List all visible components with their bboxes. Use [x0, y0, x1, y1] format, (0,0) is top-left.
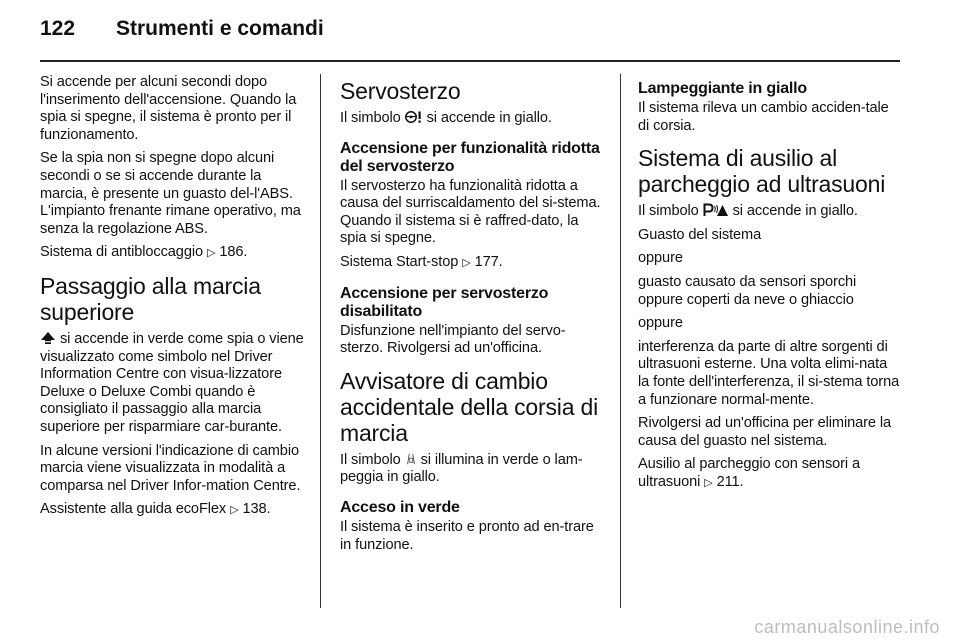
paragraph: Si accende per alcuni secondi dopo l'inserimento dell'accensione. Quando la spia si spegne, il sistema è pronto per il funzionamento.: [40, 74, 297, 143]
reference-text: Ausilio al parcheggio con sensori a ultrasuoni: [638, 456, 861, 490]
page-ref: 177.: [474, 253, 503, 270]
paragraph: Disfunzione nell'impianto del servo-sterzo. Rivolgersi ad un'officina.: [340, 322, 566, 357]
ref-triangle-icon: ▷: [230, 504, 239, 517]
upshift-arrow-icon: [40, 331, 56, 345]
watermark: carmanualsonline.info: [754, 617, 940, 637]
paragraph: Rivolgersi ad un'officina per eliminare la causa del guasto nel sistema.: [638, 415, 892, 449]
paragraph: guasto causato da sensori sporchi oppure coperti da neve o ghiaccio: [638, 273, 857, 308]
column-divider: [320, 74, 321, 608]
chapter-title: Strumenti e comandi: [116, 17, 324, 40]
cross-reference[interactable]: [638, 456, 902, 492]
lane-departure-icon: [405, 452, 417, 466]
parking-sensor-icon: [703, 203, 729, 217]
subsection-heading: Accensione per servosterzo disabilitato: [340, 284, 549, 320]
paragraph: Il sistema è inserito e pronto ad en-trare in funzione.: [340, 518, 594, 553]
paragraph: Il simbolo si accende in giallo.: [340, 110, 552, 126]
reference-text: Assistente alla guida ecoFlex: [40, 501, 227, 518]
cross-reference[interactable]: [40, 244, 304, 263]
section-heading: Avvisatore di cambio accidentale della corsia di marcia: [340, 367, 598, 446]
page-number: 122: [40, 17, 76, 40]
paragraph: oppure: [638, 315, 683, 332]
subsection-heading: Accensione per funzionalità ridotta del servosterzo: [340, 139, 600, 175]
section-heading: Sistema di ausilio al parcheggio ad ultrasuoni: [638, 145, 886, 198]
page-ref: 138.: [242, 501, 271, 518]
ref-triangle-icon: ▷: [206, 247, 216, 260]
page-ref: 211.: [716, 473, 744, 490]
ref-triangle-icon: ▷: [462, 256, 471, 269]
cross-reference[interactable]: [340, 254, 604, 273]
column-middle: [340, 74, 604, 560]
reference-text: Sistema Start-stop: [340, 253, 459, 270]
page-ref: 186.: [219, 244, 248, 261]
subsection-heading: Acceso in verde: [340, 498, 460, 516]
reference-text: Sistema di antibloccaggio: [40, 244, 203, 261]
header-rule: [40, 60, 900, 62]
ref-triangle-icon: ▷: [704, 476, 713, 489]
column-left: [40, 74, 304, 526]
paragraph: Il sistema rileva un cambio acciden-tale di corsia.: [638, 100, 889, 134]
column-right: [638, 74, 902, 499]
column-divider: [620, 74, 621, 608]
paragraph: Il servosterzo ha funzionalità ridotta a causa del surriscaldamento del si-stema. Quando il sistema si è raffred-dato, la spia si spegne.: [340, 177, 601, 247]
steering-warning-icon: [405, 110, 423, 124]
paragraph: Se la spia non si spegne dopo alcuni secondi o se si accende durante la marcia, è presente un guasto del-l'ABS. L'impianto frenante rimane operativo, ma senza la regolazione ABS.: [40, 150, 301, 237]
paragraph: Guasto del sistema: [638, 226, 762, 243]
paragraph: In alcune versioni l'indicazione di cambio marcia viene visualizzata in modalità a comparsa nel Driver Infor-mation Centre.: [40, 442, 301, 494]
paragraph: Il simbolo si accende in giallo.: [638, 203, 858, 220]
paragraph: si accende in verde come spia o viene visualizzato come simbolo nel Driver Information Centre con visua-lizzatore Deluxe o Deluxe Combi quando è consigliato il passaggio alla marcia superiore per risparmiare car-burante.: [40, 330, 304, 435]
section-heading: Servosterzo: [340, 78, 461, 104]
paragraph: interferenza da parte di altre sorgenti di ultrasuoni esterne. Una volta elimi-nata la fonte dell'interferenza, il si-stema torna a funzionare normal-mente.: [638, 338, 900, 408]
page-header: [40, 17, 324, 49]
paragraph: oppure: [638, 250, 683, 267]
paragraph: Il simbolo si illumina in verde o lam-peggia in giallo.: [340, 451, 583, 486]
cross-reference[interactable]: [40, 501, 304, 520]
subsection-heading: Lampeggiante in giallo: [638, 80, 807, 97]
section-heading: Passaggio alla marcia superiore: [40, 272, 261, 325]
